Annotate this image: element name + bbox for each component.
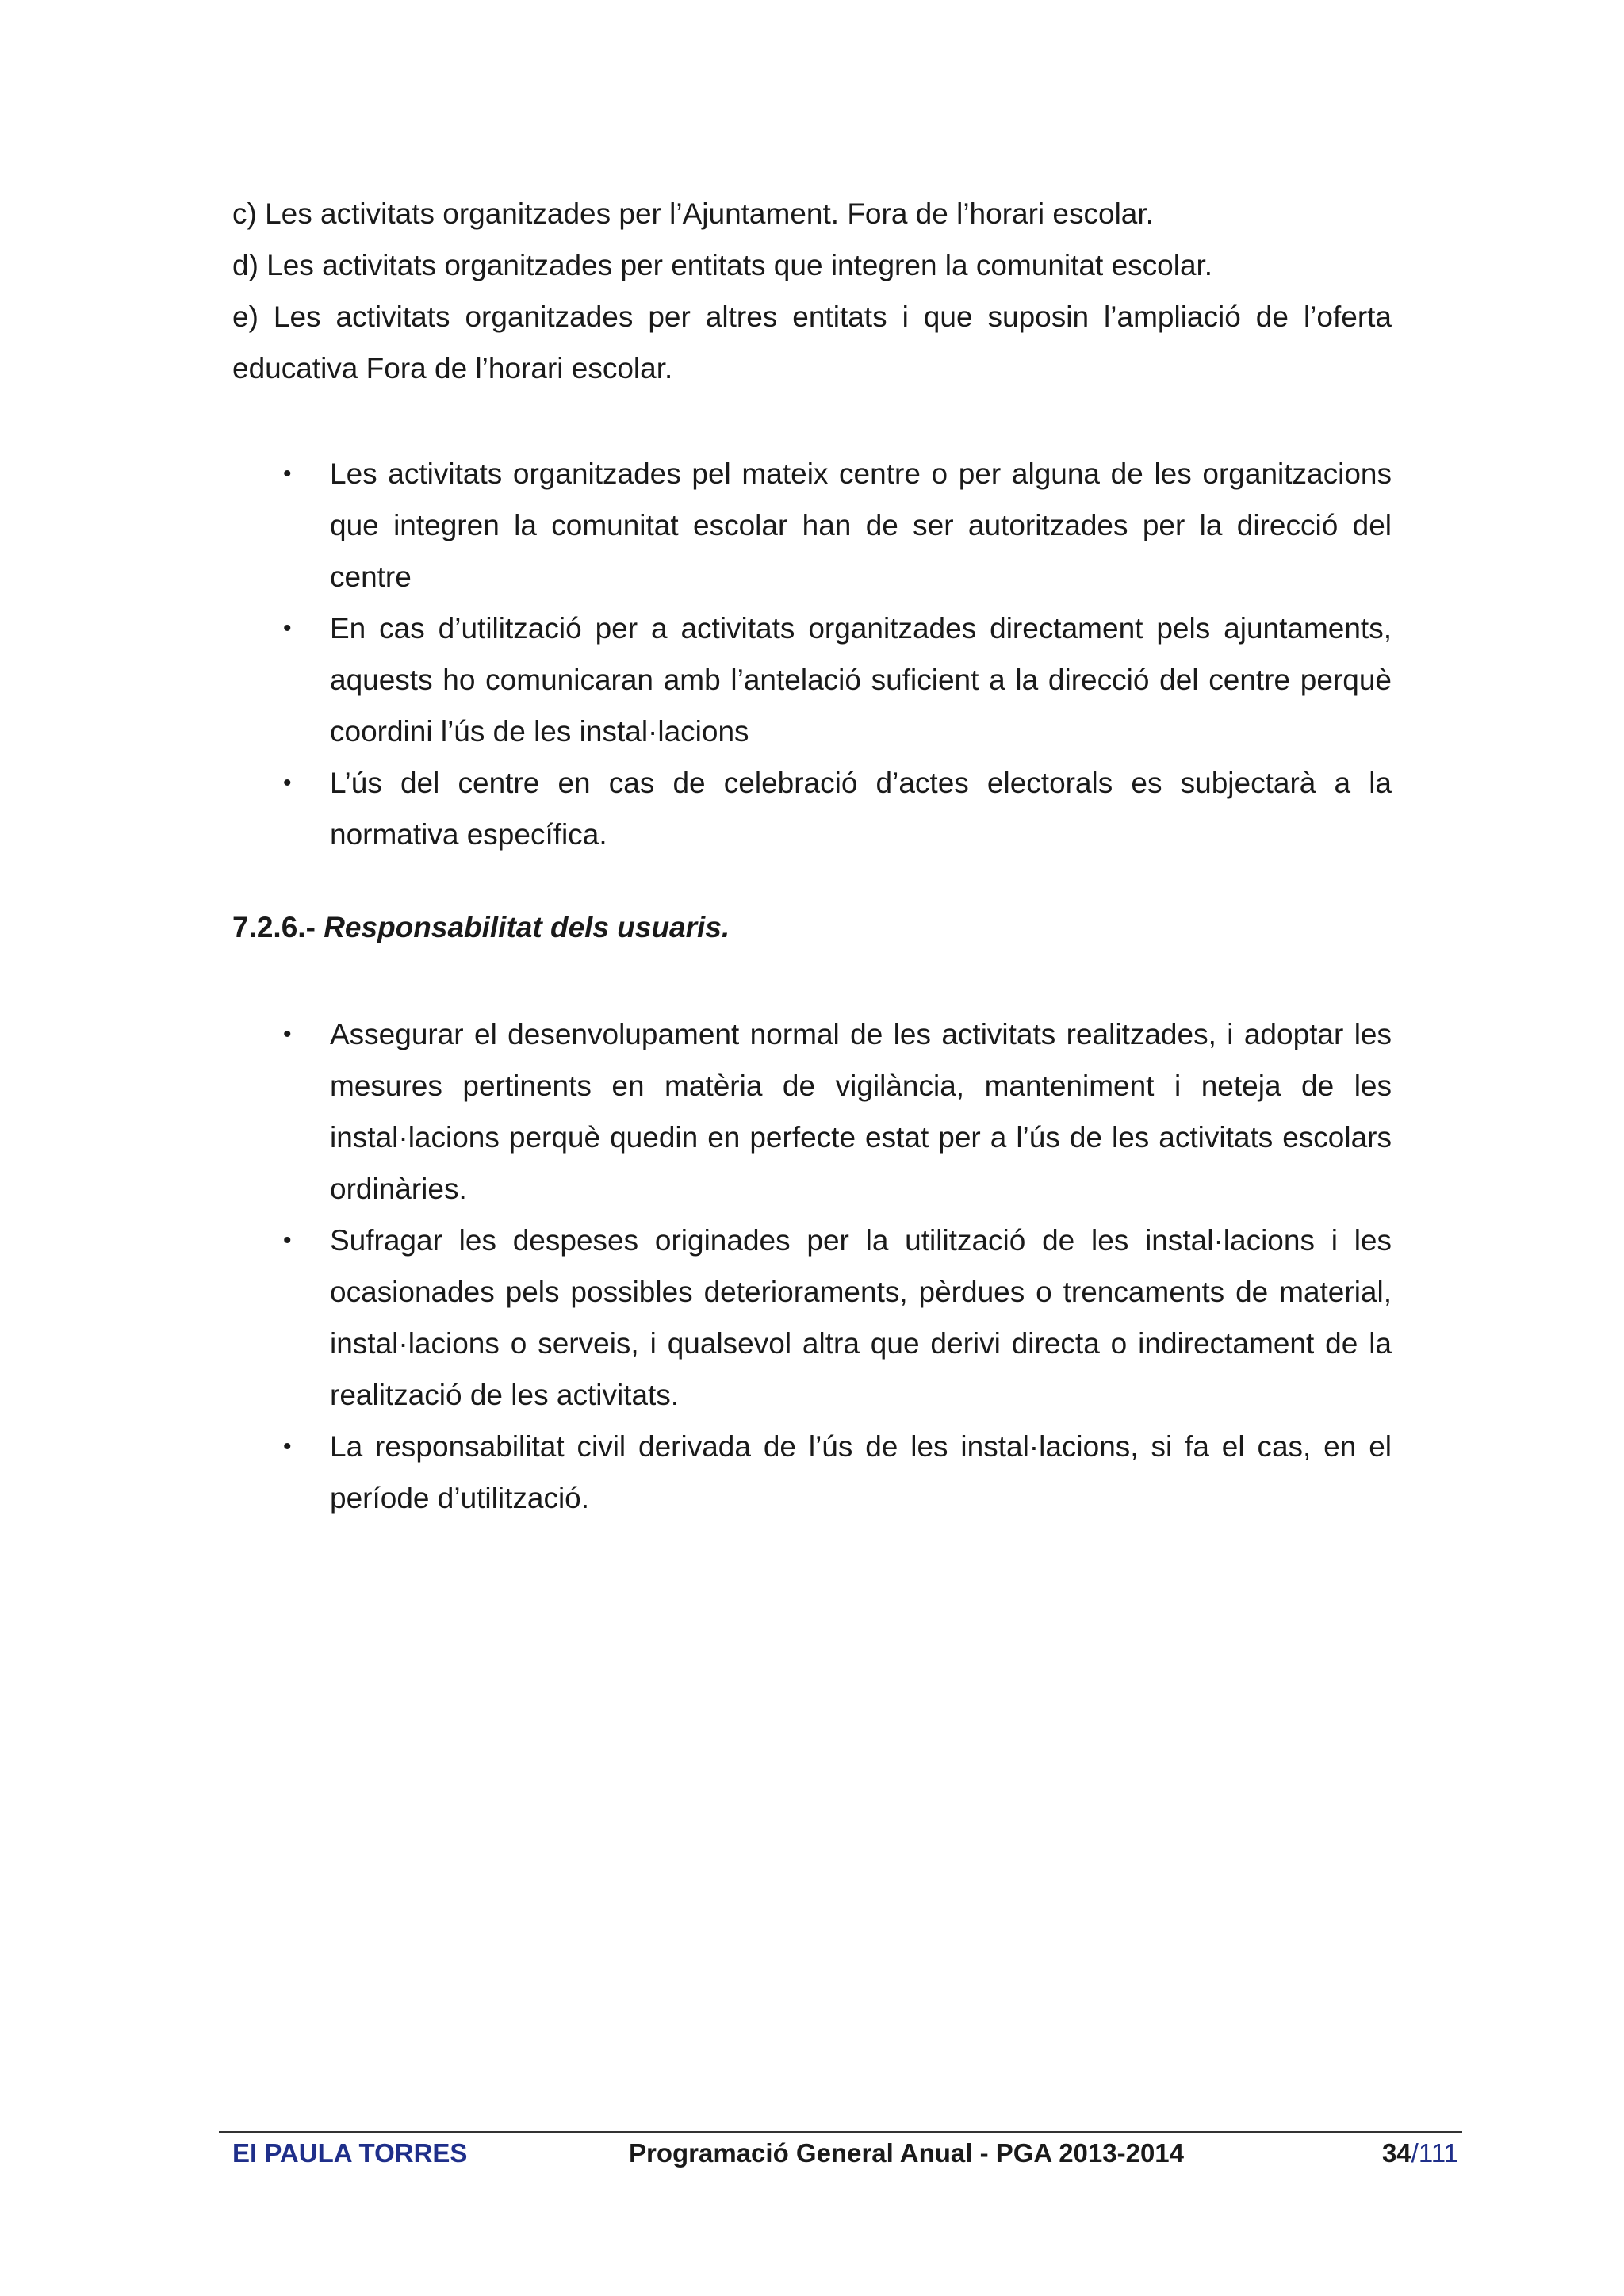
footer-page-number xyxy=(1382,2136,1458,2171)
bullet-icon: • xyxy=(283,1021,292,1047)
section-heading xyxy=(232,901,1392,953)
section-title: Responsabilitat dels usuaris. xyxy=(324,911,730,943)
footer-document-title: Programació General Anual - PGA 2013-2014 xyxy=(629,2138,1185,2168)
spacer xyxy=(232,860,1392,901)
page-body xyxy=(232,188,1392,1524)
list-item-text: En cas d’utilització per a activitats organitzades directament pels ajuntaments, aquests ho comunicaran amb l’antelació suficient a la direcció del centre perquè coordini l’ús de les instal·lacions xyxy=(330,612,1392,748)
total-pages: /111 xyxy=(1411,2138,1458,2168)
list-item xyxy=(232,448,1392,603)
list-item xyxy=(232,1008,1392,1215)
list-item-text: Assegurar el desenvolupament normal de les activitats realitzades, i adoptar les mesures pertinents en matèria de vigilància, manteniment i neteja de les instal·lacions perquè quedin en perfecte estat per a l’ús de les activitats escolars ordinàries. xyxy=(330,1018,1392,1205)
intro-line-c: c) Les activitats organitzades per l’Ajuntament. Fora de l’horari escolar. xyxy=(232,197,1154,230)
bullet-icon: • xyxy=(283,615,292,641)
intro-line-e: e) Les activitats organitzades per altres entitats i que suposin l’ampliació de l’oferta educativa Fora de l’horari escolar. xyxy=(232,300,1392,385)
page-footer xyxy=(232,2136,1458,2171)
list-item-text: Les activitats organitzades pel mateix centre o per alguna de les organitzacions que integren la comunitat escolar han de ser autoritzades per la direcció del centre xyxy=(330,457,1392,593)
bullet-icon: • xyxy=(283,461,292,487)
bullet-icon: • xyxy=(283,770,292,796)
list-item-text: La responsabilitat civil derivada de l’ús de les instal·lacions, si fa el cas, en el període d’utilització. xyxy=(330,1430,1392,1514)
current-page: 34 xyxy=(1381,2138,1411,2168)
intro-line-d: d) Les activitats organitzades per entitats que integren la comunitat escolar. xyxy=(232,249,1213,281)
bullet-icon: • xyxy=(283,1433,292,1460)
list-item xyxy=(232,603,1392,757)
bullet-icon: • xyxy=(283,1227,292,1253)
footer-divider xyxy=(219,2131,1462,2133)
list-item xyxy=(232,1421,1392,1524)
usage-rules-list xyxy=(232,448,1392,860)
list-item-text: L’ús del centre en cas de celebració d’actes electorals es subjectarà a la normativa específica. xyxy=(330,767,1392,851)
list-item-text: Sufragar les despeses originades per la utilització de les instal·lacions i les ocasionades pels possibles deterioraments, pèrdues o trencaments de material, instal·lacions o serveis, i qualsevol altra que derivi directa o indirectament de la realització de les activitats. xyxy=(330,1224,1392,1411)
user-responsibilities-list xyxy=(232,1008,1392,1524)
list-item xyxy=(232,1215,1392,1421)
spacer xyxy=(232,953,1392,1008)
footer-school-name: EI PAULA TORRES xyxy=(232,2138,468,2168)
section-number: 7.2.6.- xyxy=(232,911,316,943)
list-item xyxy=(232,757,1392,860)
spacer xyxy=(232,394,1392,448)
